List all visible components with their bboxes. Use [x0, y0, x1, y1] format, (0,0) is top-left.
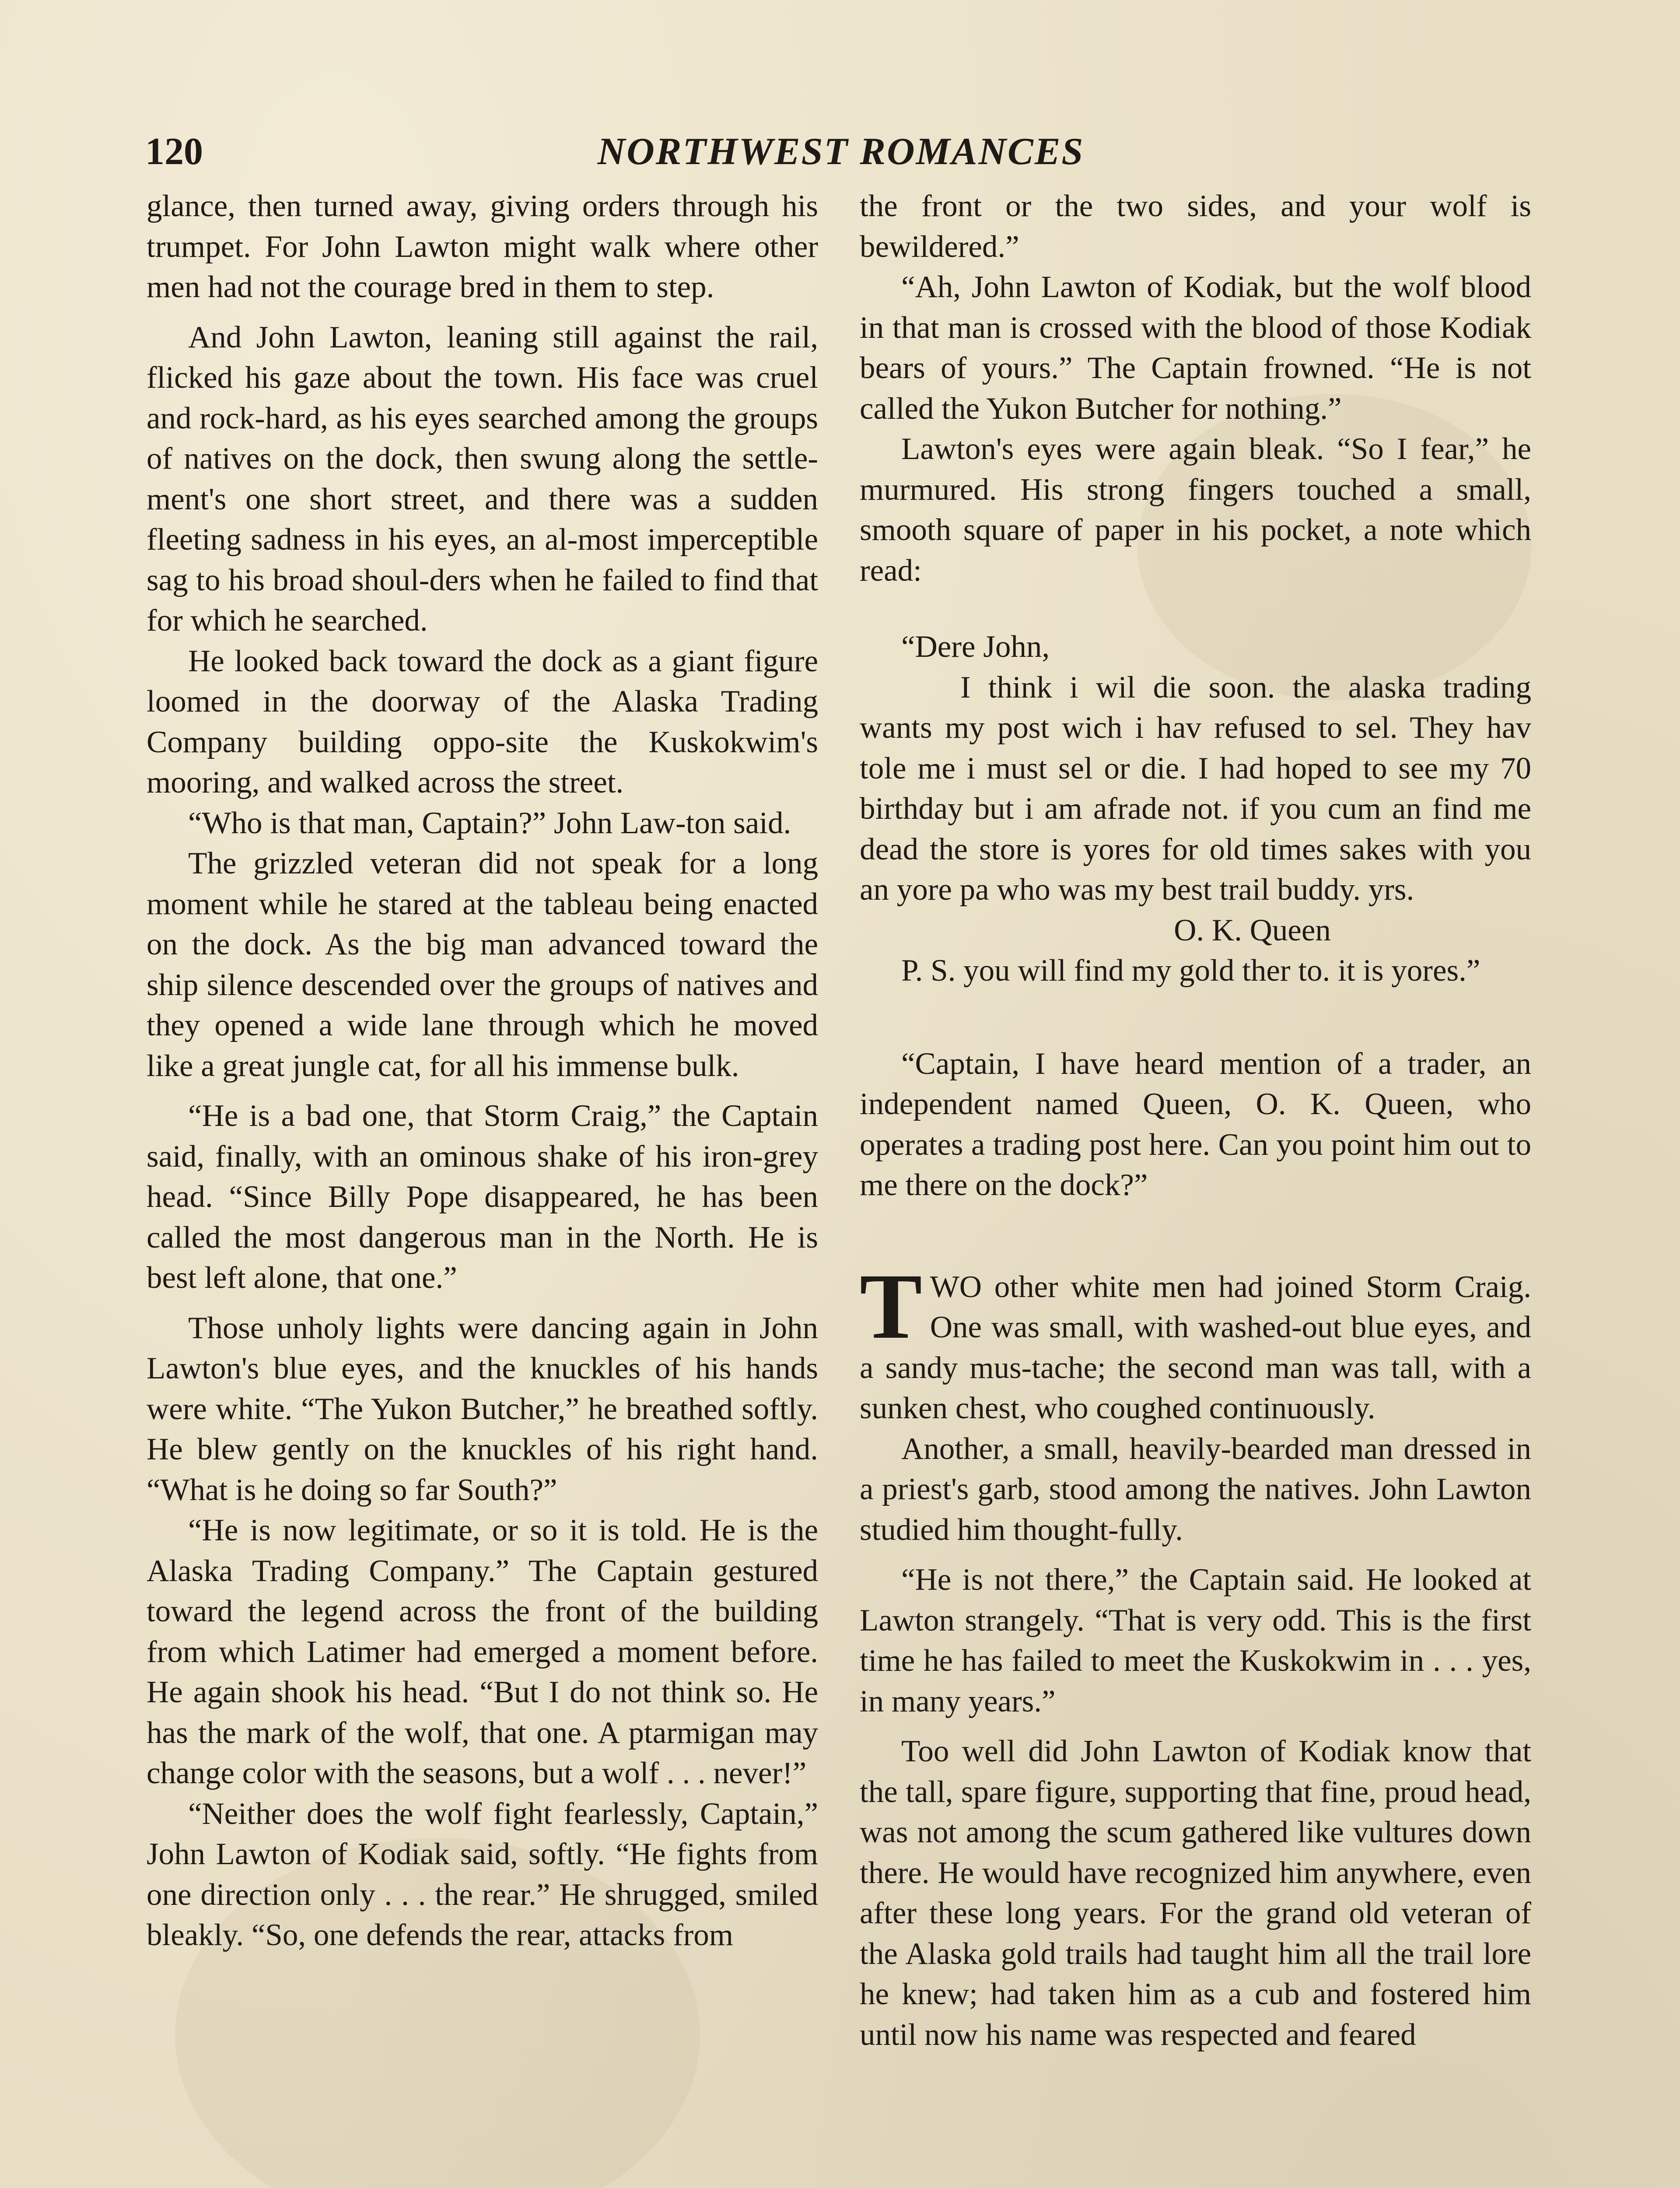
letter-body: I think i wil die soon. the alaska trading wants my post wich i hav refused to sel. They hav tole me i must sel or die. I had hoped to see my 70 birthday but i am afrade not. if you cum an find me dead the store is yores for old times sakes with you an yore pa who was my best trail buddy. yrs. — [860, 670, 1531, 907]
paragraph: “He is not there,” the Captain said. He looked at Lawton strangely. “That is very odd. This is the first time he has failed to meet the Kuskokwim in . . . yes, in many years.” — [860, 1563, 1531, 1718]
paragraph: “He is now legitimate, or so it is told. He is the Alaska Trading Company.” The Captain gestured toward the legend across the front of the building from which Latimer had emerged a moment before. He again shook his head. “But I do not think so. He has the mark of the wolf, that one. A ptarmigan may change color with the seasons, but a wolf . . . never!” — [147, 1513, 818, 1790]
paragraph: “Who is that man, Captain?” John Law-ton said. — [188, 806, 791, 840]
paragraph: Those unholy lights were dancing again in John Lawton's blue eyes, and the knuckles of his hands were white. “The Yukon Butcher,” he breathed softly. He blew gently on the knuckles of his right hand. “What is he doing so far South?” — [147, 1311, 818, 1507]
page-number: 120 — [145, 130, 203, 173]
paragraph: the front or the two sides, and your wolf is bewildered.” — [860, 189, 1531, 264]
paragraph: “Ah, John Lawton of Kodiak, but the wolf blood in that man is crossed with the blood of those Kodiak bears of yours.” The Captain frowned. “He is not called the Yukon Butcher for nothing.” — [860, 270, 1531, 426]
letter-signature: O. K. Queen — [1174, 913, 1331, 947]
paragraph: Lawton's eyes were again bleak. “So I fear,” he murmured. His strong fingers touched a small, smooth square of paper in his pocket, a note which read: — [860, 432, 1531, 588]
paragraph: Another, a small, heavily-bearded man dressed in a priest's garb, stood among the natives. John Lawton studied him thought-fully. — [860, 1431, 1531, 1547]
paragraph: “Neither does the wolf fight fearlessly, Captain,” John Lawton of Kodiak said, softly. “He fights from one direction only . . . the rear.” He shrugged, smiled bleakly. “So, one defends the rear, attacks from — [147, 1796, 818, 1952]
paragraph: glance, then turned away, giving orders through his trumpet. For John Lawton might walk where other men had not the courage bred in them to step. — [147, 189, 818, 304]
dropcap-paragraph — [860, 1254, 1531, 1429]
right-column — [860, 186, 1531, 2055]
page-header — [145, 130, 1536, 191]
paragraph: Too well did John Lawton of Kodiak know that the tall, spare figure, supporting that fine, proud head, was not among the scum gathered like vultures down there. He would have recognized him anywhere, even after these long years. For the grand old veteran of the Alaska gold trails had taught him all the trail lore he knew; had taken him as a cub and fostered him until now his name was respected and feared — [860, 1734, 1531, 2052]
paragraph: “Captain, I have heard mention of a trader, an independent named Queen, O. K. Queen, who operates a trading post here. Can you point him out to me there on the dock?” — [860, 1046, 1531, 1202]
drop-cap: T — [860, 1254, 922, 1358]
paragraph-text: WO other white men had joined Storm Craig. One was small, with washed-out blue eyes, and a sandy mus-tache; the second man was tall, with a sunken chest, who coughed continuously. — [860, 1269, 1531, 1425]
letter-greeting: “Dere John, — [901, 630, 1050, 664]
paragraph: And John Lawton, leaning still against the rail, flicked his gaze about the town. His face was cruel and rock-hard, as his eyes searched among the groups of natives on the dock, then swung along the settle-ment's one short street, and there was a sudden fleeting sadness in his eyes, an al-most imperceptible sag to his broad shoul-ders when he failed to find that for which he searched. — [147, 320, 818, 638]
left-column — [147, 186, 818, 1956]
paragraph: “He is a bad one, that Storm Craig,” the Captain said, finally, with an ominous shake of his iron-grey head. “Since Billy Pope disappeared, he has been called the most dangerous man in the North. He is best left alone, that one.” — [147, 1099, 818, 1295]
paragraph: He looked back toward the dock as a giant figure loomed in the doorway of the Alaska Trading Company building oppo-site the Kuskokwim's mooring, and walked across the street. — [147, 644, 818, 799]
paragraph: The grizzled veteran did not speak for a long moment while he stared at the tableau being enacted on the dock. As the big man advanced toward the ship silence descended over the groups of natives and they opened a wide lane through which he moved like a great jungle cat, for all his immense bulk. — [147, 846, 818, 1083]
letter-postscript: P. S. you will find my gold ther to. it is yores.” — [901, 954, 1480, 988]
running-title: NORTHWEST ROMANCES — [597, 130, 1085, 173]
